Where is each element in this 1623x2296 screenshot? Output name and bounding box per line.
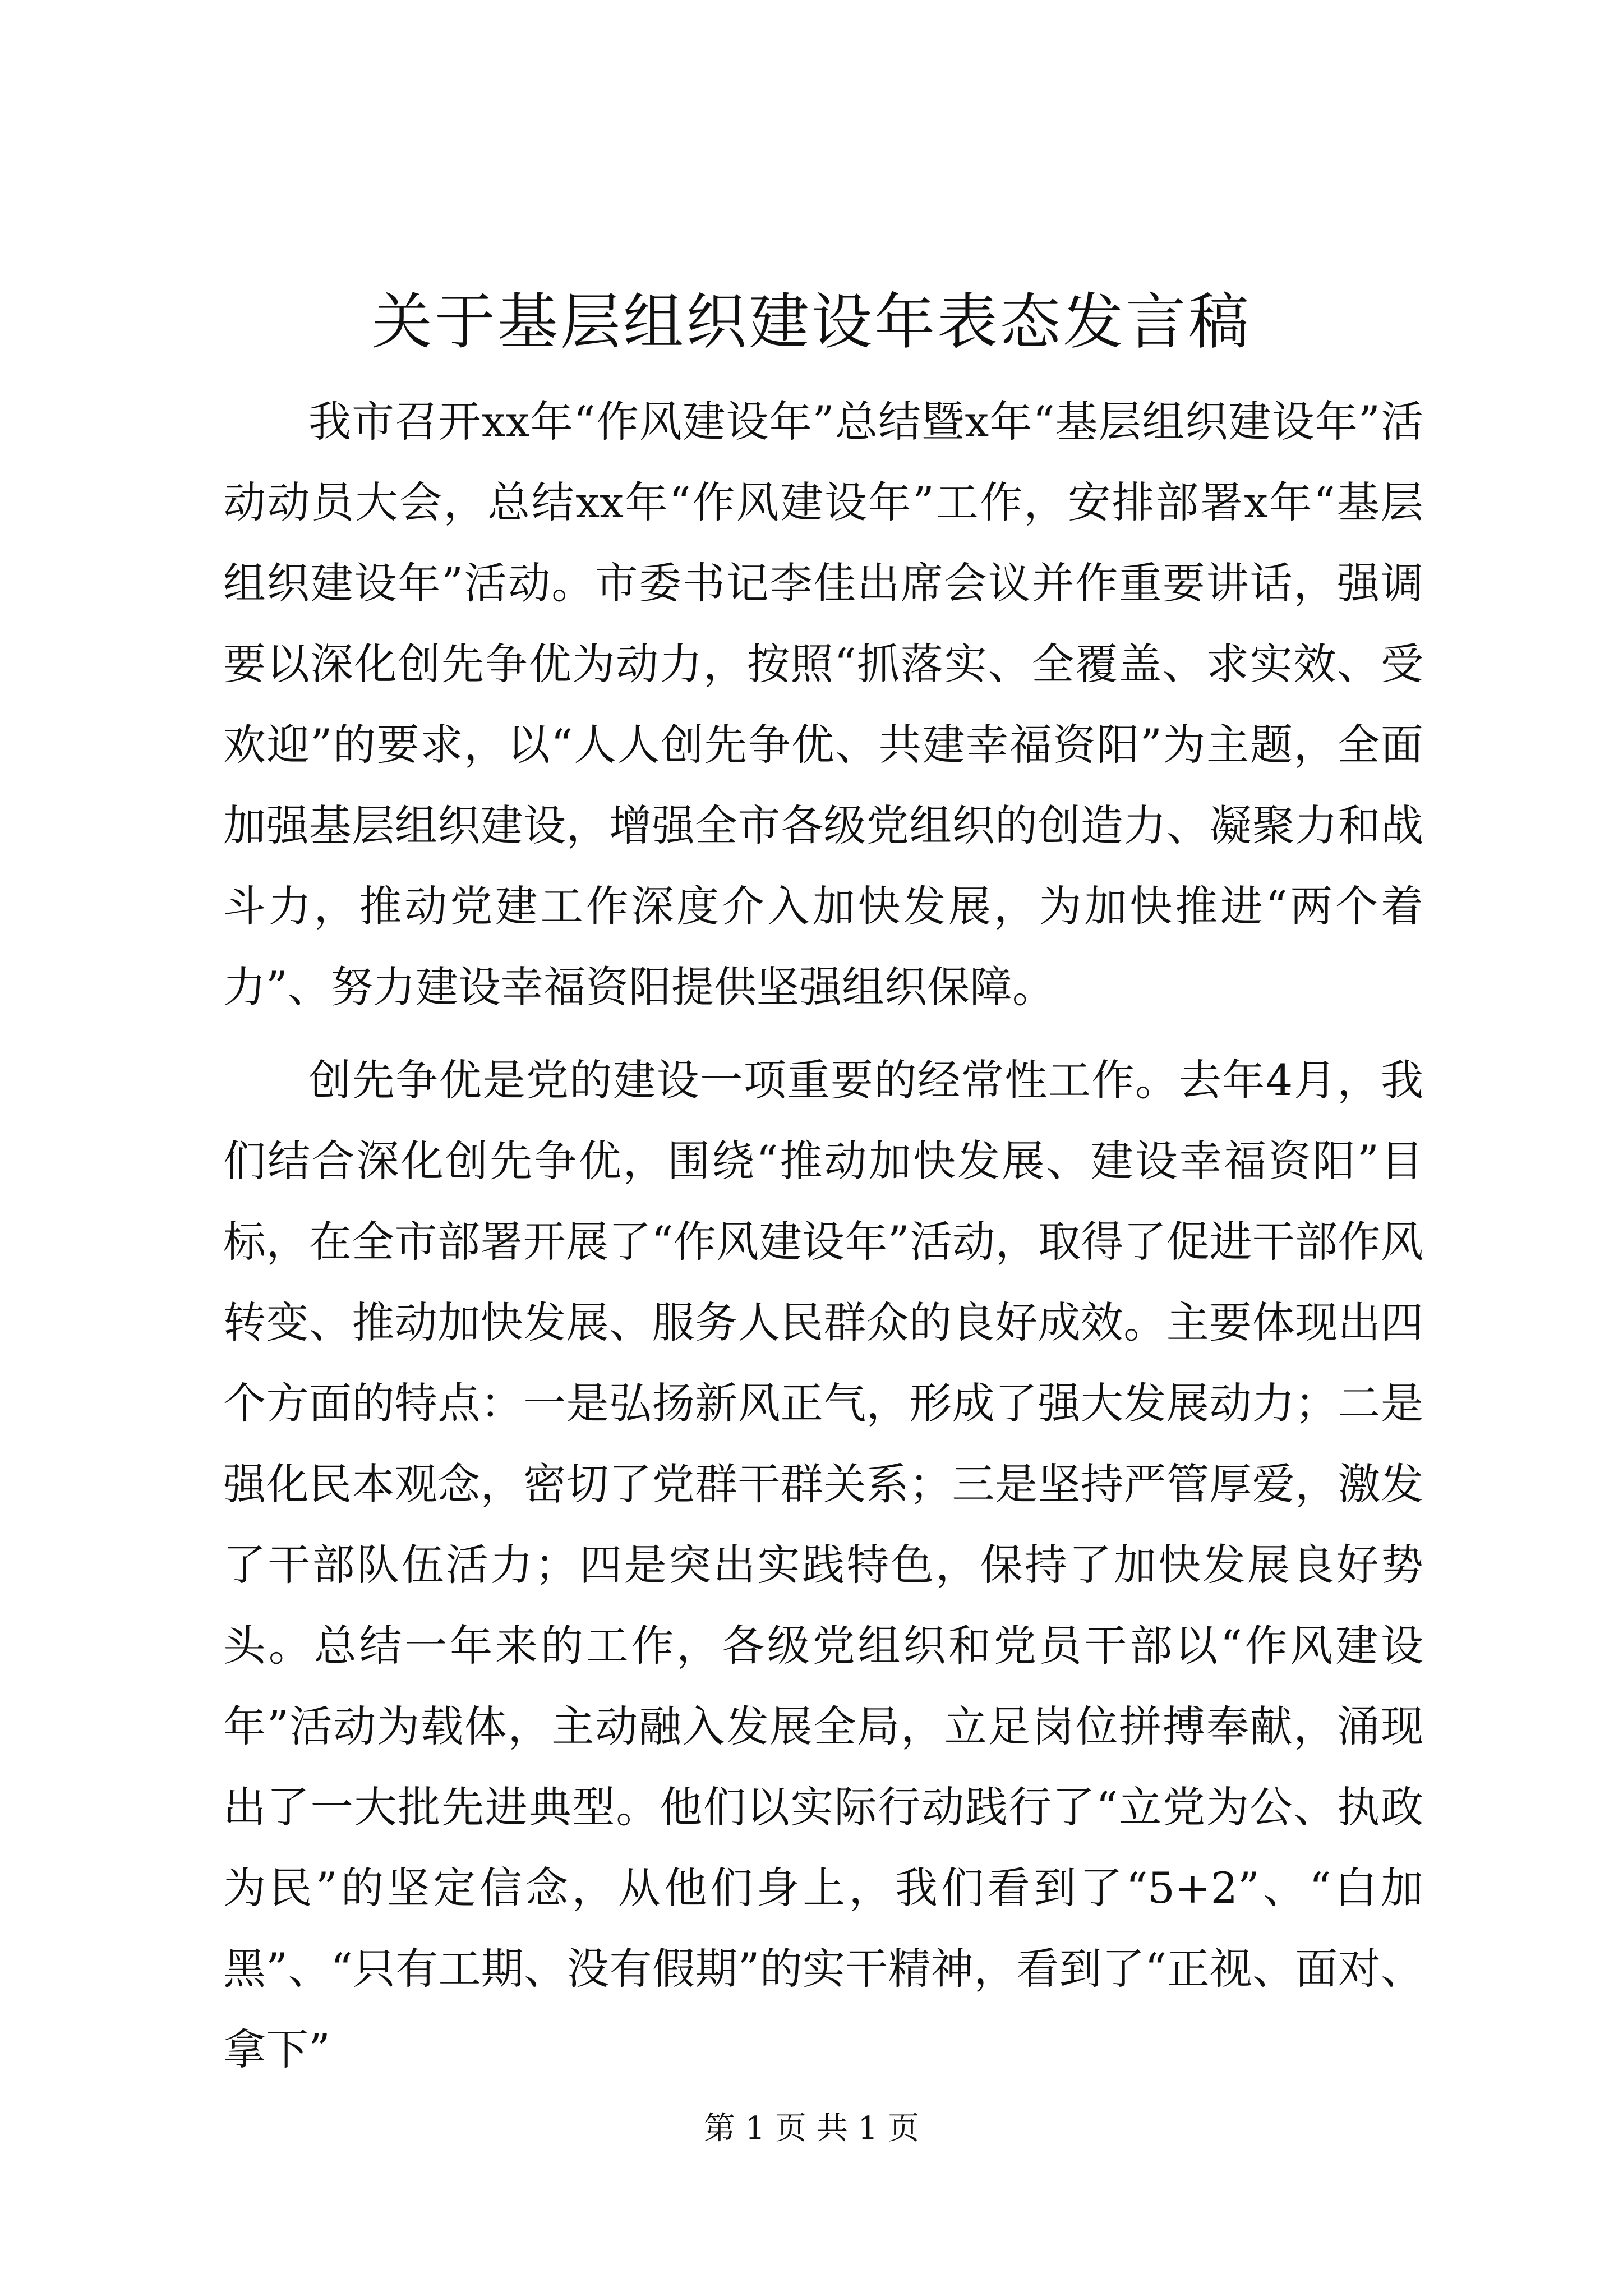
document-title: 关于基层组织建设年表态发言稿 — [371, 287, 1251, 357]
paragraph: 创先争优是党的建设一项重要的经常性工作。去年4月，我们结合深化创先争优，围绕“推动加快发展、建设幸福资阳”目标，在全市部署开展了“作风建设年”活动，取得了促进干部作风转变、推动加快发展、服务人民群众的良好成效。主要体现出四个方面的特点：一是弘扬新风正气，形成了强大发展动力；二是强化民本观念，密切了党群干群关系；三是坚持严管厚爱，激发了干部队伍活力；四是突出实践特色，保持了加快发展良好势头。总结一年来的工作，各级党组织和党员干部以“作风建设年”活动为载体，主动融入发展全局，立足岗位拼搏奉献，涌现出了一大批先进典型。他们以实际行动践行了“立党为公、执政为民”的坚定信念，从他们身上，我们看到了“5+2”、“白加黑”、“只有工期、没有假期”的实干精神，看到了“正视、面对、拿下” — [223, 1055, 1423, 2074]
paragraph: 我市召开xx年“作风建设年”总结暨x年“基层组织建设年”活动动员大会，总结xx年“作风建设年”工作，安排部署x年“基层组织建设年”活动。市委书记李佳出席会议并作重要讲话，强调要以深化创先争优为动力，按照“抓落实、全覆盖、求实效、受欢迎”的要求，以“人人创先争优、共建幸福资阳”为主题，全面加强基层组织建设，增强全市各级党组织的创造力、凝聚力和战斗力，推动党建工作深度介入加快发展，为加快推进“两个着力”、努力建设幸福资阳提供坚强组织保障。 — [223, 397, 1423, 1012]
page-number-footer: 第 1 页 共 1 页 — [703, 2110, 920, 2147]
document-body — [223, 381, 1423, 2102]
